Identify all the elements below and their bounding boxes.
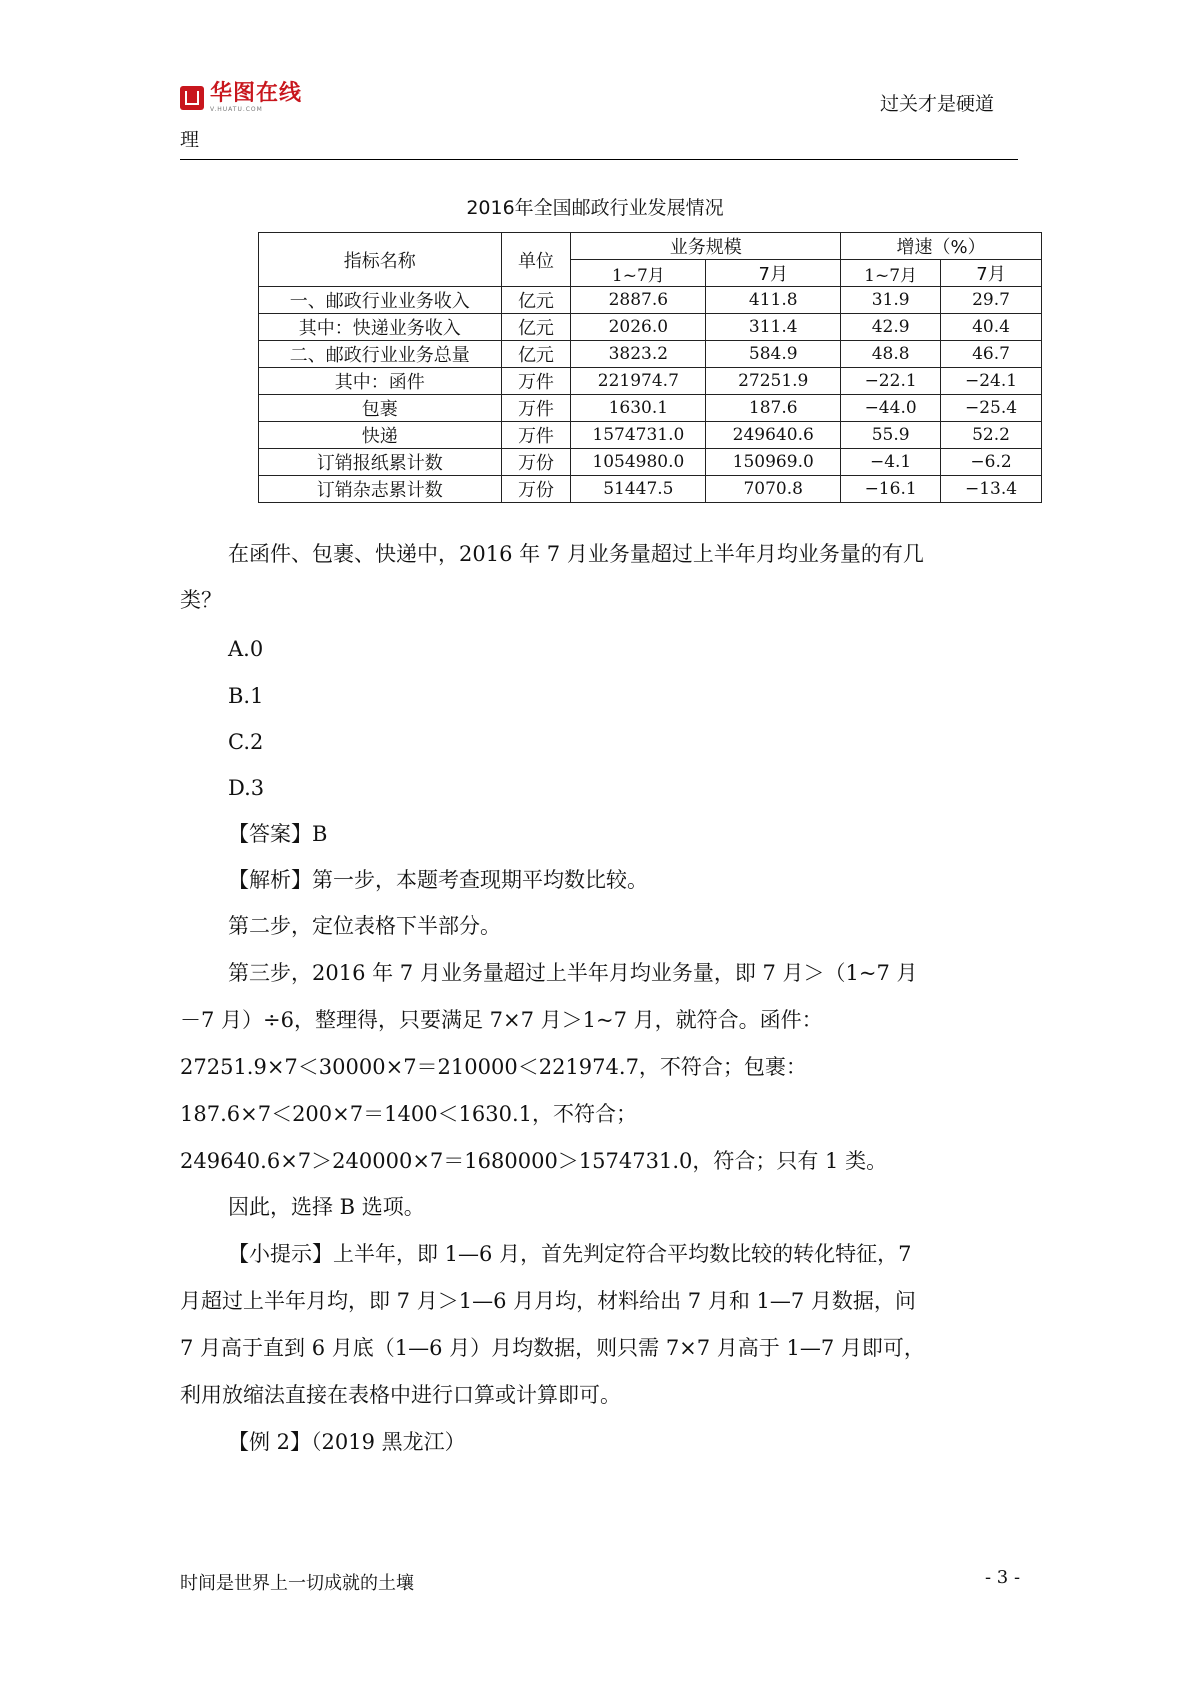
row-scale-1-7: 1574731.0	[571, 422, 706, 449]
row-name: 包裹	[259, 395, 502, 422]
row-unit: 亿元	[501, 341, 571, 368]
analysis-step-3-line-3: 27251.9×7＜30000×7＝210000＜221974.7，不符合；包裹：	[180, 1055, 807, 1079]
tip-line-1: 【小提示】上半年，即 1—6 月，首先判定符合平均数比较的转化特征，7	[228, 1242, 912, 1266]
table-row	[259, 341, 1042, 368]
row-scale-7: 249640.6	[706, 422, 841, 449]
header-name: 指标名称	[259, 233, 502, 287]
row-scale-7: 7070.8	[706, 476, 841, 503]
row-growth-1-7: 31.9	[841, 287, 941, 314]
analysis-step-3-line-1: 第三步，2016 年 7 月业务量超过上半年月均业务量，即 7 月＞（1~7 月	[228, 961, 918, 985]
row-unit: 万份	[501, 476, 571, 503]
row-unit: 万件	[501, 395, 571, 422]
analysis-step-1: 【解析】第一步，本题考查现期平均数比较。	[228, 868, 648, 892]
header-motto-wrap: 理	[180, 129, 200, 151]
subheader-scale-1-7: 1~7月	[571, 260, 706, 287]
subheader-growth-7: 7月	[941, 260, 1042, 287]
row-scale-1-7: 221974.7	[571, 368, 706, 395]
row-growth-1-7: −16.1	[841, 476, 941, 503]
subheader-scale-7: 7月	[706, 260, 841, 287]
logo-text: 华图在线	[210, 81, 303, 106]
conclusion: 因此，选择 B 选项。	[228, 1195, 425, 1219]
table-row	[259, 476, 1042, 503]
analysis-step-3-line-5: 249640.6×7＞240000×7＝1680000＞1574731.0，符合；只有 1 类。	[180, 1149, 888, 1173]
row-name: 订销杂志累计数	[259, 476, 502, 503]
row-unit: 万份	[501, 449, 571, 476]
row-growth-7: 40.4	[941, 314, 1042, 341]
row-scale-1-7: 51447.5	[571, 476, 706, 503]
tip-line-4: 利用放缩法直接在表格中进行口算或计算即可。	[180, 1383, 621, 1407]
data-table	[258, 232, 1042, 503]
analysis-step-2: 第二步，定位表格下半部分。	[228, 914, 501, 938]
row-scale-1-7: 2887.6	[571, 287, 706, 314]
row-growth-1-7: −4.1	[841, 449, 941, 476]
row-unit: 亿元	[501, 314, 571, 341]
logo-url: V.HUATU.COM	[210, 106, 263, 113]
row-name: 其中：函件	[259, 368, 502, 395]
row-growth-1-7: 48.8	[841, 341, 941, 368]
row-name: 二、邮政行业业务总量	[259, 341, 502, 368]
row-growth-7: 46.7	[941, 341, 1042, 368]
table-row	[259, 314, 1042, 341]
header-growth: 增速（%）	[841, 233, 1042, 260]
row-growth-1-7: 55.9	[841, 422, 941, 449]
table-row	[259, 422, 1042, 449]
table-row	[259, 449, 1042, 476]
row-name: 一、邮政行业业务收入	[259, 287, 502, 314]
row-growth-7: −24.1	[941, 368, 1042, 395]
row-scale-1-7: 3823.2	[571, 341, 706, 368]
option-b: B.1	[228, 684, 264, 708]
row-scale-1-7: 2026.0	[571, 314, 706, 341]
row-scale-7: 187.6	[706, 395, 841, 422]
option-c: C.2	[228, 730, 264, 754]
row-name: 其中：快递业务收入	[259, 314, 502, 341]
option-d: D.3	[228, 776, 265, 800]
row-growth-7: −25.4	[941, 395, 1042, 422]
table-row	[259, 287, 1042, 314]
page-number: - 3 -	[985, 1567, 1021, 1588]
analysis-step-3-line-4: 187.6×7＜200×7＝1400＜1630.1，不符合；	[180, 1102, 638, 1126]
tip-line-3: 7 月高于直到 6 月底（1—6 月）月均数据，则只需 7×7 月高于 1—7 月即可，	[180, 1336, 925, 1360]
header-rule	[180, 159, 1018, 160]
row-name: 快递	[259, 422, 502, 449]
header-motto: 过关才是硬道	[880, 93, 995, 115]
table-row	[259, 395, 1042, 422]
tip-line-2: 月超过上半年月均，即 7 月＞1—6 月月均，材料给出 7 月和 1—7 月数据，问	[180, 1289, 916, 1313]
row-unit: 万件	[501, 422, 571, 449]
row-growth-1-7: −44.0	[841, 395, 941, 422]
question-line-1: 在函件、包裹、快递中，2016 年 7 月业务量超过上半年月均业务量的有几	[228, 542, 924, 566]
row-name: 订销报纸累计数	[259, 449, 502, 476]
row-growth-7: −13.4	[941, 476, 1042, 503]
row-unit: 亿元	[501, 287, 571, 314]
footer-motto: 时间是世界上一切成就的土壤	[180, 1573, 414, 1594]
row-scale-7: 411.8	[706, 287, 841, 314]
analysis-step-3-line-2: －7 月）÷6，整理得，只要满足 7×7 月＞1~7 月，就符合。函件：	[180, 1008, 823, 1032]
row-scale-7: 27251.9	[706, 368, 841, 395]
example-2-heading: 【例 2】（2019 黑龙江）	[228, 1430, 466, 1454]
header-unit: 单位	[501, 233, 571, 287]
subheader-growth-1-7: 1~7月	[841, 260, 941, 287]
row-growth-1-7: 42.9	[841, 314, 941, 341]
option-a: A.0	[228, 637, 264, 661]
row-growth-7: −6.2	[941, 449, 1042, 476]
row-growth-1-7: −22.1	[841, 368, 941, 395]
table-row	[259, 368, 1042, 395]
row-scale-7: 311.4	[706, 314, 841, 341]
row-scale-7: 150969.0	[706, 449, 841, 476]
row-scale-1-7: 1054980.0	[571, 449, 706, 476]
row-scale-7: 584.9	[706, 341, 841, 368]
row-unit: 万件	[501, 368, 571, 395]
logo	[180, 81, 303, 113]
answer: 【答案】B	[228, 822, 328, 846]
row-growth-7: 29.7	[941, 287, 1042, 314]
table-header-row	[259, 233, 1042, 260]
row-scale-1-7: 1630.1	[571, 395, 706, 422]
question-line-2: 类？	[180, 588, 222, 612]
header-scale: 业务规模	[571, 233, 841, 260]
logo-icon	[180, 86, 204, 110]
row-growth-7: 52.2	[941, 422, 1042, 449]
table-title: 2016年全国邮政行业发展情况	[466, 197, 724, 219]
